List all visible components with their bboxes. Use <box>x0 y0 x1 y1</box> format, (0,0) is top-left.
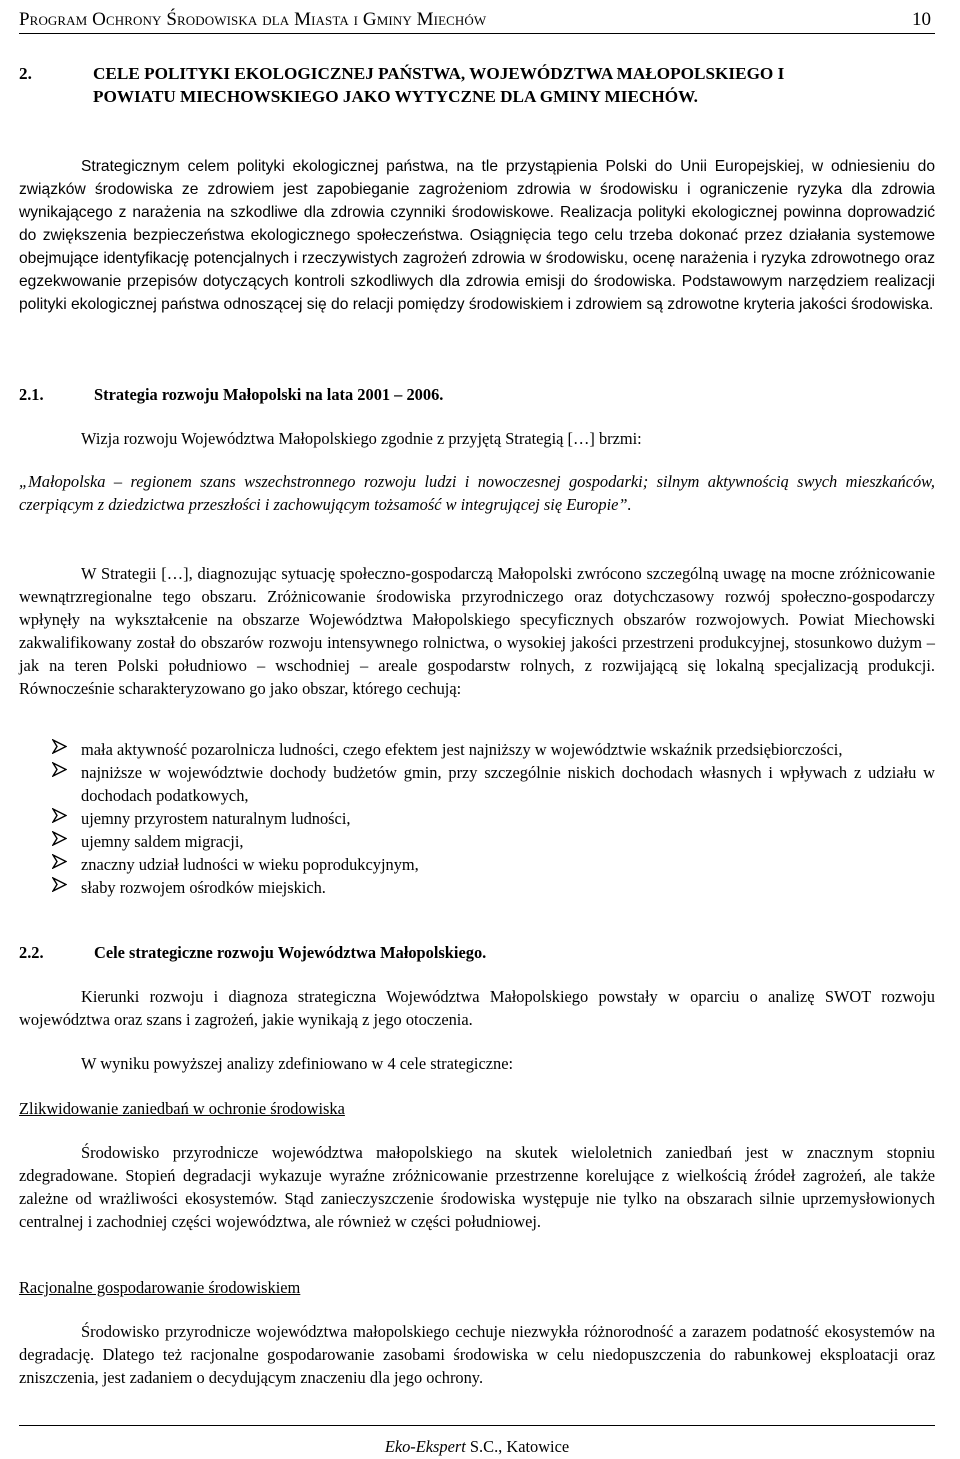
arrow-bullet-icon <box>52 877 67 892</box>
footer-company: Eko-Ekspert <box>384 1437 466 1456</box>
characteristics-list <box>19 738 935 899</box>
footer-text <box>19 1435 935 1458</box>
intro-text-1: Strategicznym celem polityki ekologicznej państwa, na tle przystąpienia Polski do Unii Europejskiej, w odniesieniu do związków środowiska ze zdrowiem jest zapobieganie zagrożeniom zdrowia w środowisku i ograniczenie ryzyka dla zdrowia wynikającego z narażenia na szkodliwe dla zdrowia czynniki środowiskowe. Realizacja polityki ekologicznej powinna doprowadzić do zwiększenia bezpieczeństwa ekologicznego społeczeństwa. <box>19 158 935 244</box>
goals-intro: W wyniku powyższej analizy zdefiniowano w 4 cele strategiczne: <box>81 1054 514 1073</box>
diagnosis-paragraph: W Strategii […], diagnozując sytuację społeczno-gospodarczą Małopolski zwrócono szczególną uwagę na mocne zróżnicowanie wewnątrzregionalne tego obszaru. Zróżnicowanie środowiska przyrodniczego oraz dotychczasowy rozwój społeczno-gospodarczy wpłynęły na wykształcenie na obszarze Województwa Małopolskiego specyficznych obszarów rozwojowych. Powiat Miechowski zakwalifikowany został do obszarów rozwoju intensywnego rolnictwa, o wysokiej jakości przestrzeni produkcyjnej, stosunkowo dużym – jak na teren Polski południowo – wschodniej – areale gospodarstw rolnych, z rozwijającą się lokalną specjalizacją produkcji. Równocześnie scharakteryzowano go jako obszar, którego cechują: <box>19 564 935 698</box>
section-title: Strategia rozwoju Małopolski na lata 2001 – 2006. <box>94 385 444 404</box>
vision-quote: „Małopolska – regionem szans wszechstronnego rozwoju ludzi i nowoczesnej gospodarki; silnym aktywnością swych mieszkańców, czerpiącym z dziedzictwa przeszłości i zachowującym tożsamość w integrującej się Europie”. <box>19 472 935 514</box>
footer-rest: S.C., Katowice <box>465 1437 570 1456</box>
list-item <box>19 876 935 899</box>
section-heading-2-2 <box>19 941 486 964</box>
arrow-bullet-icon <box>52 854 67 869</box>
section-number: 2.1. <box>19 385 44 404</box>
document-page <box>19 0 935 1459</box>
chapter-number: 2. <box>19 64 32 83</box>
header-title: Program Ochrony Środowiska dla Miasta i Gminy Miechów <box>19 9 487 30</box>
section-heading-2-1 <box>19 383 443 406</box>
arrow-bullet-icon <box>52 739 67 754</box>
list-item <box>19 853 935 876</box>
goal-2-title: Racjonalne gospodarowanie środowiskiem <box>19 1278 301 1297</box>
intro-paragraph <box>19 155 935 316</box>
chapter-title: CELE POLITYKI EKOLOGICZNEJ PAŃSTWA, WOJEWÓDZTWA MAŁOPOLSKIEGO I POWIATU MIECHOWSKIEGO JAKO WYTYCZNE DLA GMINY MIECHÓW. <box>93 64 785 106</box>
list-item <box>19 807 935 830</box>
vision-intro: Wizja rozwoju Województwa Małopolskiego zgodnie z przyjętą Strategią […] brzmi: <box>81 429 642 448</box>
list-item <box>19 830 935 853</box>
list-item-text: ujemny saldem migracji, <box>81 832 244 851</box>
page-footer <box>19 1425 935 1456</box>
goal-1-title: Zlikwidowanie zaniedbań w ochronie środowiska <box>19 1099 345 1118</box>
list-item-text: słaby rozwojem ośrodków miejskich. <box>81 878 326 897</box>
list-item <box>19 761 935 807</box>
arrow-bullet-icon <box>52 808 67 823</box>
intro-text-2: Osiągnięcia tego celu trzeba dokonać przez działania systemowe obejmujące identyfikację potencjalnych i rzeczywistych zagrożeń zdrowia w środowisku, ocenę narażenia i ryzyka zdrowotnego oraz egzekwowanie przepisów dotyczących kontroli szkodliwych dla zdrowia emisji do środowiska. Podstawowym narzędziem realizacji polityki ekologicznej państwa odnoszącej się do relacji pomiędzy środowiskiem i zdrowiem są zdrowotne kryteria jakości środowiska. <box>19 227 935 313</box>
list-item-text: mała aktywność pozarolnicza ludności, czego efektem jest najniższy w województwie wskaźnik przedsiębiorczości, <box>81 740 843 759</box>
arrow-bullet-icon <box>52 762 67 777</box>
section-number: 2.2. <box>19 943 44 962</box>
list-item <box>19 738 935 761</box>
swot-paragraph: Kierunki rozwoju i diagnoza strategiczna Województwa Małopolskiego powstały w oparciu o analizę SWOT rozwoju województwa oraz szans i zagrożeń, jakie wynikają z jego otoczenia. <box>19 987 935 1029</box>
arrow-bullet-icon <box>52 831 67 846</box>
list-item-text: najniższe w województwie dochody budżetów gmin, przy szczególnie niskich dochodach własnych i wpływach z udziału w dochodach podatkowych, <box>81 763 935 805</box>
goal-2-text: Środowisko przyrodnicze województwa małopolskiego cechuje niezwykła różnorodność a zarazem podatność ekosystemów na degradację. Dlatego też racjonalne gospodarowanie zasobami środowiska w celu niedopuszczenia do rabunkowej eksploatacji oraz zniszczenia, jest zadaniem o decydującym znaczeniu dla jego ochrony. <box>19 1322 935 1387</box>
list-item-text: ujemny przyrostem naturalnym ludności, <box>81 809 351 828</box>
list-item-text: znaczny udział ludności w wieku poprodukcyjnym, <box>81 855 419 874</box>
section-title: Cele strategiczne rozwoju Województwa Małopolskiego. <box>94 943 487 962</box>
page-header <box>19 5 935 34</box>
chapter-heading <box>19 62 935 108</box>
page-number: 10 <box>912 9 931 30</box>
goal-1-text: Środowisko przyrodnicze województwa małopolskiego na skutek wieloletnich zaniedbań jest w znacznym stopniu zdegradowane. Stopień degradacji wykazuje wyraźne zróżnicowanie przestrzenne korelujące z wielkością źródeł zagrożeń, ale także zależne od wrażliwości ekosystemów. Stąd zanieczyszczenie środowiska występuje nie tylko na obszarach silnie uprzemysłowionych centralnej i zachodniej części województwa, ale również w części południowej. <box>19 1143 935 1231</box>
